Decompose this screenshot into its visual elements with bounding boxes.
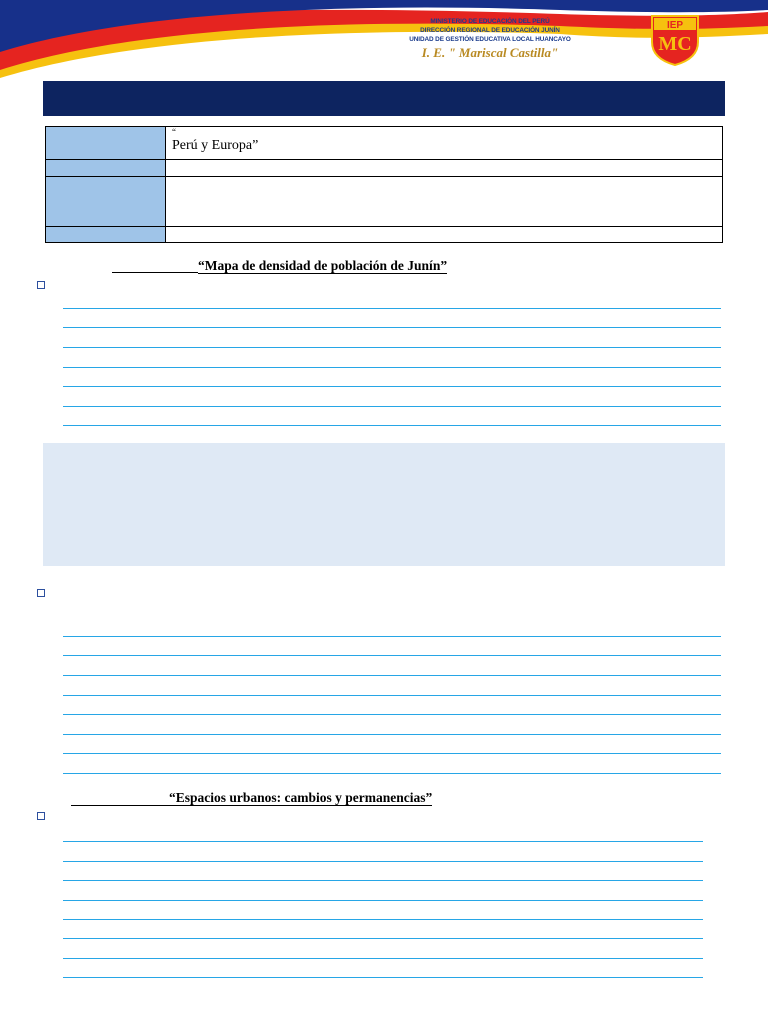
writing-line [63,386,721,387]
writing-line [63,919,703,920]
ugel-text: UNIDAD DE GESTIÓN EDUCATIVA LOCAL HUANCAYO [409,36,571,43]
table-row [46,177,723,227]
label-cell [46,127,166,160]
writing-line [63,406,721,407]
label-cell [46,177,166,227]
blank-underline [112,272,198,273]
writing-line [63,714,721,715]
table-row [46,227,723,243]
blank-underline [71,805,169,806]
ministry-text: MINISTERIO DE EDUCACIÓN DEL PERÚ [430,18,550,25]
direction-text: DIRECCIÓN REGIONAL DE EDUCACIÓN JUNÍN [420,27,560,34]
label-cell [46,227,166,243]
writing-line [63,773,721,774]
value-cell [166,160,723,177]
value-cell [166,127,723,160]
info-table [45,126,723,243]
writing-line [63,900,703,901]
writing-line [63,753,721,754]
writing-line [63,636,721,637]
writing-line [63,861,703,862]
section2-heading: “Espacios urbanos: cambios y permanencias” [169,790,433,805]
logo-monogram: MC [658,33,692,55]
writing-line [63,734,721,735]
logo-top-text: IEP [666,20,684,31]
table-row [46,160,723,177]
writing-line [63,655,721,656]
writing-line [63,977,703,978]
writing-line [63,938,703,939]
school-name: I. E. " Mariscal Castilla" [421,45,559,60]
writing-line [63,841,703,842]
bullet-square-icon [37,281,45,289]
title-bar [43,81,725,116]
writing-line [63,880,703,881]
bullet-square-icon [37,812,45,820]
label-cell [46,160,166,177]
value-line: “ [172,127,176,137]
writing-line [63,958,703,959]
value-line: Perú y Europa” [172,138,259,153]
writing-line [63,327,721,328]
school-logo [648,10,702,66]
writing-line [63,695,721,696]
section1-heading: “Mapa de densidad de población de Junín” [198,258,448,273]
writing-line [63,675,721,676]
bullet-square-icon [37,589,45,597]
writing-line [63,308,721,309]
writing-line [63,347,721,348]
value-cell [166,227,723,243]
table-row [46,127,723,160]
writing-line [63,425,721,426]
shaded-text-box [43,443,725,566]
writing-line [63,367,721,368]
value-cell [166,177,723,227]
